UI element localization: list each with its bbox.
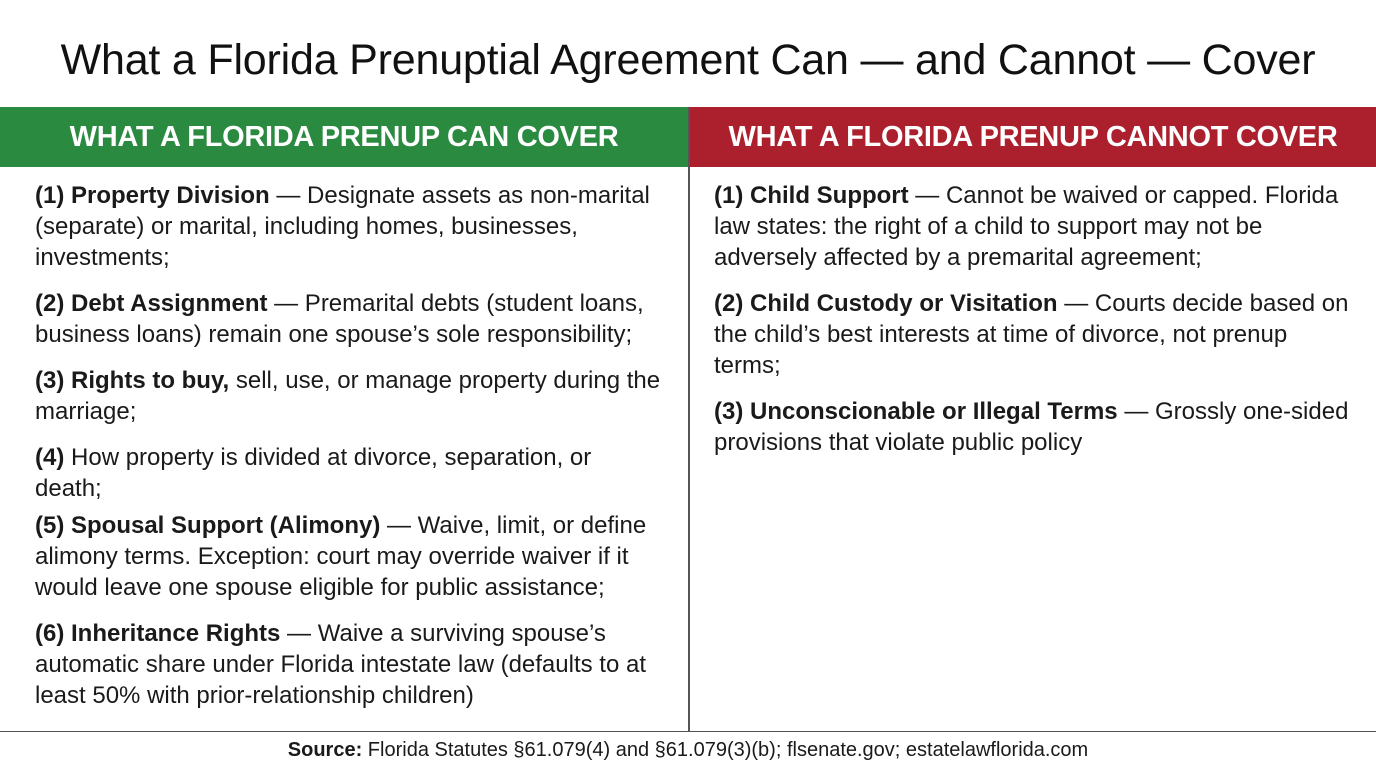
item-lead: (2) Debt Assignment bbox=[35, 290, 268, 317]
can-item-debt-assignment bbox=[35, 288, 664, 350]
item-text: — Grossly one-sided provisions that violate public policy bbox=[714, 398, 1349, 456]
cannot-item-unconscionable-terms bbox=[714, 396, 1356, 458]
can-cover-header: WHAT A FLORIDA PRENUP CAN COVER bbox=[0, 107, 688, 167]
item-lead: (1) Property Division bbox=[35, 182, 270, 209]
can-item-property-division bbox=[35, 180, 664, 273]
can-item-inheritance-rights bbox=[35, 618, 664, 711]
item-text: — Waive, limit, or define alimony terms. Exception: court may override waiver if it would leave one spouse eligible for public assistance; bbox=[35, 512, 647, 601]
item-text: — Courts decide based on the child’s best interests at time of divorce, not prenup terms; bbox=[714, 290, 1349, 379]
can-item-division-at-divorce bbox=[35, 442, 664, 504]
item-text: — Premarital debts (student loans, business loans) remain one spouse’s sole responsibility; bbox=[35, 290, 644, 348]
comparison-table bbox=[0, 107, 1376, 731]
item-lead: (4) bbox=[35, 444, 65, 471]
item-lead: (6) Inheritance Rights bbox=[35, 620, 281, 647]
item-text: How property is divided at divorce, separation, or death; bbox=[35, 444, 592, 502]
can-item-property-rights bbox=[35, 365, 664, 427]
item-lead: (5) Spousal Support (Alimony) bbox=[35, 512, 381, 539]
can-cover-column bbox=[0, 107, 688, 731]
cannot-cover-column bbox=[688, 107, 1376, 731]
item-text: — Waive a surviving spouse’s automatic share under Florida intestate law (defaults to at least 50% with prior-relationship children) bbox=[35, 620, 646, 709]
page-title: What a Florida Prenuptial Agreement Can — and Cannot — Cover bbox=[60, 36, 1316, 84]
can-item-spousal-support bbox=[35, 510, 664, 603]
item-text: — Cannot be waived or capped. Florida law states: the right of a child to support may not be adversely affected by a premarital agreement; bbox=[714, 182, 1339, 271]
item-lead: (2) Child Custody or Visitation bbox=[714, 290, 1058, 317]
can-cover-list bbox=[0, 167, 688, 726]
item-text: — Designate assets as non-marital (separate) or marital, including homes, businesses, investments; bbox=[35, 182, 650, 271]
cannot-cover-list bbox=[690, 167, 1376, 473]
item-lead: (3) Rights to buy, bbox=[35, 367, 230, 394]
source-label: Source: bbox=[287, 739, 363, 761]
source-text: Florida Statutes §61.079(4) and §61.079(3)(b); flsenate.gov; estatelawflorida.com bbox=[362, 739, 1089, 761]
source-footer bbox=[0, 734, 1376, 766]
item-lead: (1) Child Support bbox=[714, 182, 909, 209]
item-text: sell, use, or manage property during the marriage; bbox=[35, 367, 661, 425]
cannot-cover-header: WHAT A FLORIDA PRENUP CANNOT COVER bbox=[690, 107, 1376, 167]
cannot-item-child-support bbox=[714, 180, 1356, 273]
cannot-item-child-custody bbox=[714, 288, 1356, 381]
item-lead: (3) Unconscionable or Illegal Terms bbox=[714, 398, 1118, 425]
footer-divider bbox=[0, 731, 1376, 732]
